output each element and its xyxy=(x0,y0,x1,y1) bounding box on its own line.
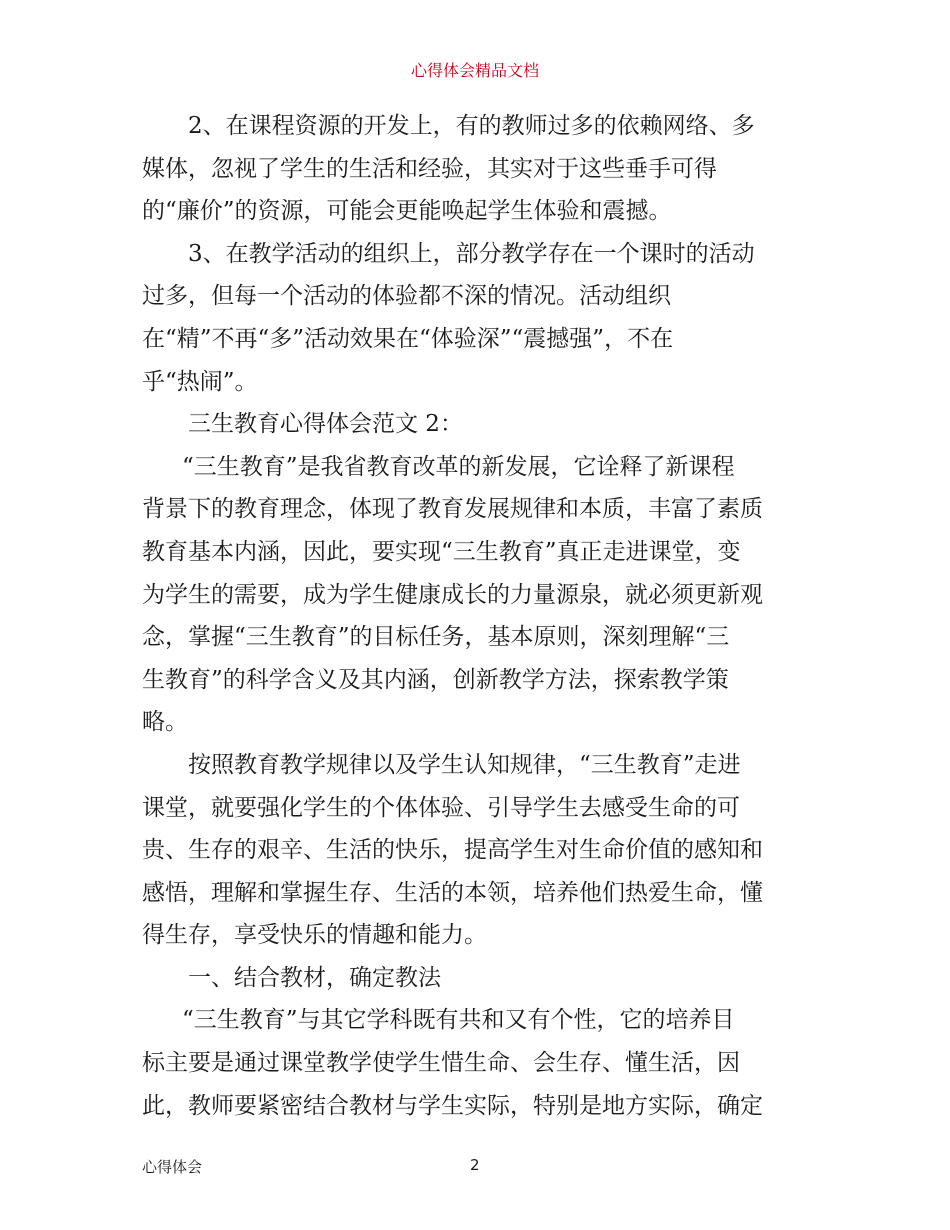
paragraph-line: 按照教育教学规律以及学生认知规律，“三生教育”走进 xyxy=(188,751,741,778)
page-number: 2 xyxy=(470,1156,480,1174)
document-header: 心得体会精品文档 xyxy=(410,61,539,80)
document-body xyxy=(142,105,814,1127)
paragraph-line: 为学生的需要，成为学生健康成长的力量源泉，就必须更新观 xyxy=(142,581,763,608)
paragraph-line: 得生存，享受快乐的情趣和能力。 xyxy=(142,922,487,949)
footer-label: 心得体会 xyxy=(142,1158,203,1176)
paragraph-line: 2、在课程资源的开发上，有的教师过多的依赖网络、多 xyxy=(188,113,755,139)
section-heading: 三生教育心得体会范文 2： xyxy=(188,411,463,438)
paragraph-line: 媒体，忽视了学生的生活和经验，其实对于这些垂手可得 xyxy=(142,155,717,182)
paragraph-line: 的“廉价”的资源，可能会更能唤起学生体验和震撼。 xyxy=(142,198,672,225)
section-heading: 一、结合教材，确定教法 xyxy=(188,964,441,991)
paragraph-line: 生教育”的科学含义及其内涵，创新教学方法，探索教学策 xyxy=(142,666,729,693)
paragraph-line: 贵、生存的艰辛、生活的快乐，提高学生对生命价值的感知和 xyxy=(142,837,763,864)
paragraph-line: 此，教师要紧密结合教材与学生实际，特别是地方实际，确定 xyxy=(142,1092,763,1119)
paragraph-line: 标主要是通过课堂教学使学生惜生命、会生存、懂生活，因 xyxy=(142,1050,740,1077)
paragraph-line: 在“精”不再“多”活动效果在“体验深”“震撼强”，不在 xyxy=(142,325,674,352)
paragraph-line: 3、在教学活动的组织上，部分教学存在一个课时的活动 xyxy=(188,240,755,267)
paragraph-line: 课堂，就要强化学生的个体体验、引导学生去感受生命的可 xyxy=(142,794,740,821)
paragraph-line: 略。 xyxy=(142,709,188,736)
paragraph-line: 过多，但每一个活动的体验都不深的情况。活动组织 xyxy=(142,283,671,310)
paragraph-line: “三生教育”是我省教育改革的新发展，它诠释了新课程 xyxy=(182,453,735,480)
paragraph-line: 教育基本内涵，因此，要实现“三生教育”真正走进课堂，变 xyxy=(142,538,741,565)
paragraph-line: 念，掌握“三生教育”的目标任务，基本原则，深刻理解“三 xyxy=(142,624,730,651)
paragraph-line: 感悟，理解和掌握生存、生活的本领，培养他们热爱生命，懂 xyxy=(142,879,763,906)
paragraph-line: “三生教育”与其它学科既有共和又有个性，它的培养目 xyxy=(182,1007,735,1034)
paragraph-line: 乎“热闹”。 xyxy=(142,368,258,395)
paragraph-line: 背景下的教育理念，体现了教育发展规律和本质，丰富了素质 xyxy=(142,496,763,523)
